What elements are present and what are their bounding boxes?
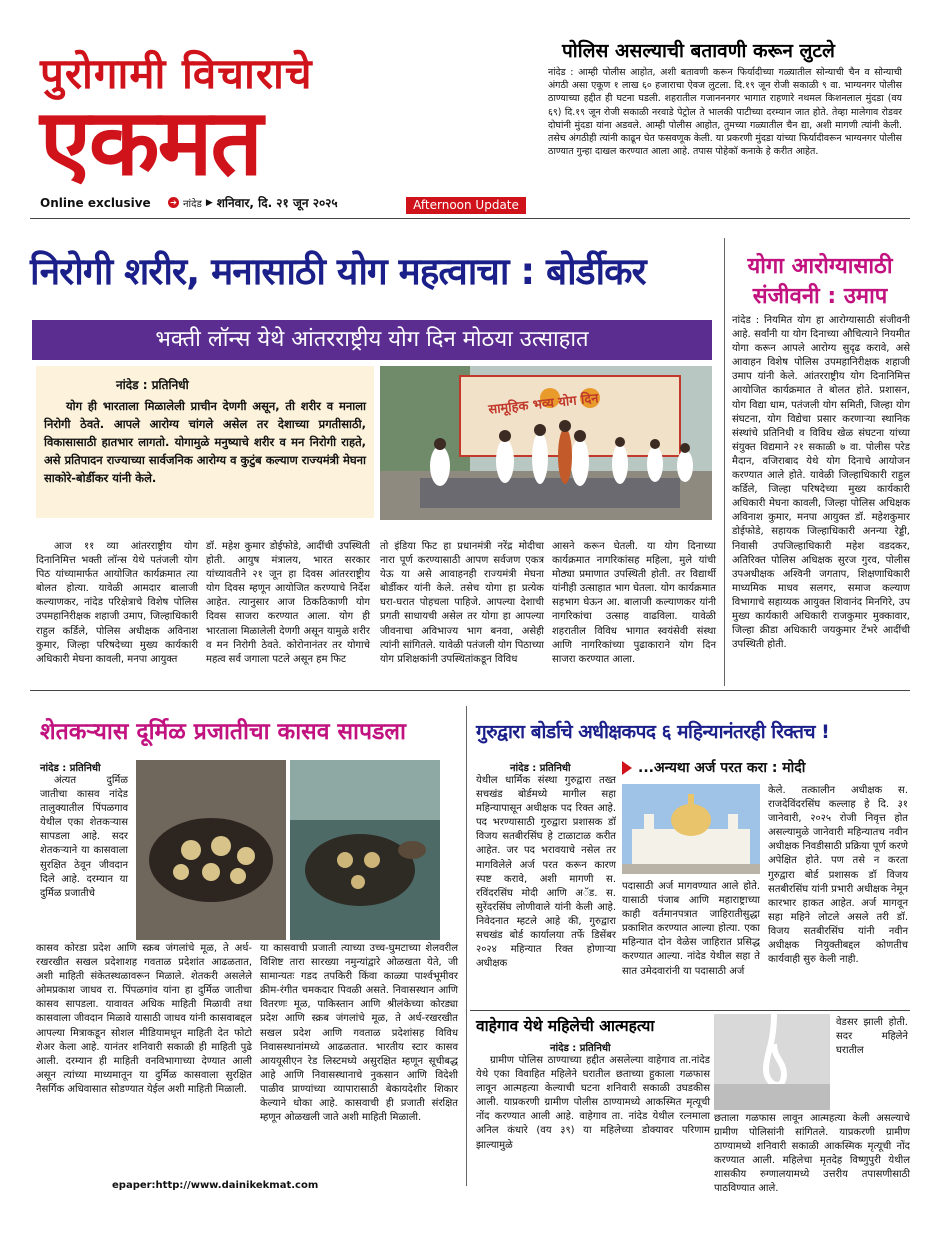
photo-banner-text: सामूहिक भव्य योग दिन <box>487 391 600 418</box>
yoga-event-photo <box>380 366 712 520</box>
masthead-title: एकमत <box>40 89 261 196</box>
divider <box>30 218 910 219</box>
gurudwara-headline: गुरुद्वारा बोर्डाचे अधीक्षकपद ६ महिन्यानंतरही रिक्तच ! <box>476 721 830 743</box>
divider <box>470 1010 910 1011</box>
masthead <box>0 0 560 220</box>
masthead-tagline: पुरोगामी विचाराचे <box>40 49 313 98</box>
gurudwara-subhead <box>622 758 902 777</box>
epaper-url[interactable]: epaper:http://www.dainikekmat.com <box>112 1180 319 1191</box>
lead-col-3: तो इंडिया फिट हा प्रधानमंत्री नरेंद्र मोदीचा नारा पूर्ण करण्यासाठी आपण सर्वजण एकत्र येऊ या असे आवाहनही राज्यमंत्री मेघना बोर्डीकर यांनी केले. तसेच योगा हा प्रत्येक घरा-घरात पोहचला पाहिजे. आपल्या देशाची प्रगती साधायची असेल तर योगा हा आपल्या जीवनाचा अविभाज्य भाग बनवा, असेही त्यांनी सांगितले. यावेळी पतंजली योग पिठाच्या योग प्रशिक्षकांनी उपस्थितांकडून विविध <box>380 541 544 665</box>
top-story-headline: पोलिस असल्याची बतावणी करून लुटले <box>562 40 835 62</box>
suicide-col-side: वेडसर झाली होती. सदर महिलेने घरातील <box>836 1017 908 1057</box>
gurudwara-subhead-text: ...अन्यथा अर्ज परत करा : मोदी <box>638 760 806 776</box>
rope-photo <box>714 1014 830 1110</box>
divider <box>30 690 910 691</box>
top-story-body: नांदेड : आम्ही पोलीस आहोत, अशी बतावणी करून फिर्यादीच्या गळ्यातील सोन्याची चैन व सोन्याची अंगठी असा एकूण १ लाख ६० हजाराचा ऐवज लुटला. दि.१९ जून रोजी सकाळी ९ वा. भाग्यनगर पोलीस ठाण्याच्या हद्दीत ही घटना घडली. शहरातील गजानननगर भागात राहणारे नथमल किशनलाल मुंदडा (वय ६९) दि.१९ जून रोजी सकाळी नरवाडे पेट्रोल ते भालकी पाटीच्या दरम्यान जात होते. तेव्हा मालेगाव रोडवर दोघांनी मुंदडा यांना अडवले. आम्ही पोलीस आहोत, तुमच्या गळ्यातील चैन द्या, अशी मागणी त्यांनी केली. तसेच अंगठीही त्यांनी काढून घेत फसवणूक केली. या प्रकरणी मुंदडा यांच्या फिर्यादीवरून भाग्यनगर पोलीस ठाण्यात गुन्हा दाखल करण्यात आला आहे. तपास पोहेकॉ कनाके हे करीत आहेत. <box>548 67 902 158</box>
gurudwara-col-2: पदासाठी अर्ज मागवण्यात आले होते. यासाठी पंजाब आणि महाराष्ट्राच्या काही वर्तमानपत्रात जाहिरातीसुद्धा प्रकाशित करण्यात आल्या होत्या. एका महिन्यात दोन वेळेस जाहिरात प्रसिद्ध करण्यात आल्या. नांदेड येथील सहा ते सात उमेदवारांनी या पदासाठी अर्ज <box>622 881 760 977</box>
lead-headline: निरोगी शरीर, मनासाठी योग महत्वाचा : बोर्डीकर <box>30 250 646 293</box>
lead-intro-box <box>36 366 374 518</box>
lead-subhead: भक्ती लॉन्स येथे आंतरराष्ट्रीय योग दिन मोठया उत्साहात <box>32 320 712 360</box>
gurudwara-col-1: येथील धार्मिक संस्था गुरुद्वारा तख्त सचखंड बोर्डमध्ये मागील सहा महिन्यापासून अधीक्षक पद रिक्त आहे. पद भरण्यासाठी गुरुद्वारा प्रशासक डॉ विजय सतबीरसिंघ हे टाळाटाळ करीत आहेत. जर पद भरावयाचे नसेल तर मागविलेले अर्ज परत करून कारण स्पष्ट करावे, अशी मागणी स. रविंदरसिंघ मोदी आणि अॅड. स. सुरेंदरसिंघ लोणीवाले यांनी केली आहे. निवेदनात म्हटले आहे की, गुरुद्वारा सचखंड बोर्ड कार्यालया तर्फे डिसेंबर २०२४ महिन्यात रिक्त होणाऱ्या अधीक्षक <box>476 775 616 970</box>
triangle-icon <box>622 761 632 775</box>
top-story <box>548 38 902 210</box>
lead-intro: योग ही भारताला मिळालेली प्राचीन देणगी असून, ती शरीर व मनाला निरोगी ठेवते. आपले आरोग्य चांगले असेल तर देशाच्या प्रगतीसाठी, विकासासाठी हातभार लागतो. योगामुळे मनुष्याचे शरीर व मन निरोगी राहते, असे प्रतिपादन राज्याच्या सार्वजनिक आरोग्य व कुटुंब कल्याण राज्यमंत्री मेघना साकोरे-बोर्डीकर यांनी केले. <box>44 399 366 485</box>
divider <box>724 238 725 686</box>
online-exclusive-label: Online exclusive <box>40 196 151 210</box>
lead-col-2: डॉ. महेश कुमार डोईफोडे, आदींची उपस्थिती होती. आयुष मंत्रालय, भारत सरकार यांच्यावतीने २१ जून हा दिवस आंतरराष्ट्रीय योग दिवस म्हणून आयोजित करण्याचे निर्देश आहेत. त्यानुसार आज ठिकठिकाणी योग दिवस साजरा करण्यात आला. योग ही भारताला मिळालेली देणगी असून यामुळे शरीर व मन निरोगी ठेवते. कोरोनानंतर तर योगाचे महत्व सर्व जगाला पटले असून हम फिट <box>206 541 370 665</box>
issue-date: शनिवार, दि. २१ जून २०२५ <box>216 196 338 210</box>
turtle-col-narrow: अंत्यत दुर्मिळ जातीचा कासव नांदेड तालुक्यातील पिंपळगाव येथील एका शेतकऱ्यास सापडला आहे. सदर शेतकऱ्याने या कासवाला सुरक्षित ठेवून जीवदान दिले आहे. दरम्यान या दुर्मिळ प्रजातीचे <box>40 775 128 899</box>
turtle-photo-1 <box>136 760 286 940</box>
turtle-dateline: नांदेड : प्रतिनिधी <box>40 763 101 774</box>
suicide-col-1: ग्रामीण पोलिस ठाण्याच्या हद्दीत असलेल्या वाहेगाव ता.नांदेड येथे एका विवाहित महिलेने घरातील छताच्या हुकाला गळफास लावून आत्महत्या केल्याची घटना शनिवारी सकाळी उघडकीस आली. याप्रकरणी ग्रामीण पोलीस ठाण्यामध्ये आकस्मित मृत्यूची नोंद करण्यात आली आहे. वाहेगाव ता. नांदेड येथील रत्नमाला अनिल कंधारे (वय ३९) या महिलेच्या डोक्यावर परिणाम झाल्यामुळे <box>476 1055 710 1151</box>
dateline-bar <box>168 194 338 211</box>
sidebar-headline-2: संजीवनी : उमाप <box>752 284 888 309</box>
turtle-col-2: या कासवाची प्रजाती त्याच्या उच्च-घुमटाच्या शेलवरील विशिष्ट तारा सारख्या नमुन्यांद्वारे ओळखता येते, जी सामान्यतः गडद तपकिरी किंवा काळ्या पार्श्वभूमीवर क्रीम-रंगीत चमकदार पिवळी असते. निवासस्थान आणि वितरणः मूळ, पाकिस्तान आणि श्रीलंकेच्या कोरड्या प्रदेश आणि स्क्रब जंगलांचे मूळ, ते अर्ध-रखरखीत सखल प्रदेश आणि गवताळ प्रदेशांसह विविध निवासस्थानांमध्ये आढळतात. भारतीय स्टार कासव आययूसीएन रेड लिस्टमध्ये असुरक्षित म्हणून सूचीबद्ध आहे आणि निवासस्थानाचे नुकसान आणि विदेशी पाळीव प्राण्यांच्या व्यापारासाठी बेकायदेशीर शिकार केल्याने धोका आहे. कासवाची ही प्रजाती संरक्षित म्हणून ओळखली जाते अशी माहिती मिळाली. <box>260 943 458 1124</box>
play-icon: ▶ <box>205 197 213 208</box>
lead-dateline: नांदेड : प्रतिनिधी <box>116 378 189 392</box>
city-label: नांदेड <box>183 198 202 210</box>
turtle-photo-2 <box>290 760 440 940</box>
suicide-col-2: छताला गळफास लावून आत्महत्या केली असल्याचे ग्रामीण पोलिसांनी सांगितले. याप्रकरणी ग्रामीण ठाण्यामध्ये शनिवारी सकाळी आकस्मिक मृत्यूची नोंद करण्यात आली. महिलेचा मृतदेह विष्णुपुरी येथील शासकीय रुग्णालयामध्ये उत्तरीय तपासणीसाठी पाठविण्यात आले. <box>714 1113 910 1195</box>
sidebar-headline-1: योगा आरोग्यासाठी <box>747 254 893 279</box>
gurudwara-illustration <box>622 784 760 874</box>
rope-illustration <box>714 1014 830 1110</box>
yoga-event-illustration <box>380 366 712 520</box>
gurudwara-photo <box>622 784 760 874</box>
afternoon-update-badge: Afternoon Update <box>406 197 526 214</box>
lead-col-4: आसने करून घेतली. या योग दिनाच्या कार्यक्रमात नागरिकांसह महिला, मुले यांची मोठ्या प्रमाणात उपस्थिती होती. तर विद्यार्थी यांनीही उत्साहात भाग घेतला. योग कार्यक्रमात सहभाग घेऊन आ. बालाजी कल्याणकर यांनी नागरिकांचा उत्साह वाढविला. यावेळी शहरातील विविध भागात स्वयंसेवी संस्था आणि नागरिकांच्या पुढाकाराने योग दिन साजरा करण्यात आला. <box>552 541 716 665</box>
turtle-shell-illustration <box>136 760 286 940</box>
turtle-col-1: कासव कोरडा प्रदेश आणि स्क्रब जंगलांचे मूळ, ते अर्ध-रखरखीत सखल प्रदेशाशह गवताळ प्रदेशांत आढळतात, अशी माहिती संकेतस्थळावरून मिळाले. शेतकरी असलेले ओमप्रकाश जाधव रा. पिंपळगांव यांना हा दुर्मिळ जातीचा कासव सापडला. यावावत अधिक माहिती मिळावी तथा कासवाला जीवदान मिळावे यासाठी जाधव यांनी कासवाबद्दल आपल्या मित्राकडून सोशल मीडियामधून माहिती देत फोटो शेअर केला आहे. यानंतर शनिवारी सकाळी ही माहिती पुढे आली. दरम्यान ही माहिती वनविभागाच्या देण्यात आली असून त्यांच्या माध्यमातून या दुर्मिळ कासवाला सुरक्षित नैसर्गिक अधिवासात सोडण्यात येईल अशी माहिती मिळाली. <box>36 943 252 1095</box>
lead-col-1: आज ११ व्या आंतरराष्ट्रीय योग दिनानिमित्त भक्ती लॉन्स येथे पतंजली योग पिठ यांच्यामार्फत आयोजित कार्यक्रमात त्या बोलत होत्या. यावेळी आमदार बालाजी कल्याणकर, नांदेड परिक्षेत्राचे विशेष पोलिस उपमहानिरीक्षक शहाजी उमाप, जिल्हाधिकारी राहुल कर्डिले, पोलिस अधीक्षक अविनाश कुमार, जिल्हा परिषदेच्या मुख्य कार्यकारी अधिकारी मेघना कावली, मनपा आयुक्त <box>36 541 198 665</box>
gurudwara-col-3: केले. तत्कालीन अधीक्षक स. राजदेविंदरसिंघ कल्लाह हे दि. ३१ जानेवारी, २०२५ रोजी निवृत्त होत असल्यामुळे जानेवारी महिन्यातच नवीन अधीक्षक निवडीसाठी प्रक्रिया पूर्ण करणे अपेक्षित होते. पण तसे न करता गुरुद्वारा बोर्ड प्रशासक डॉ विजय सतबीरसिंघ यांनी प्रभारी अधीक्षक नेमून कारभार हाकत आहेत. अर्ज मागवून सहा महिने लोटले असले तरी डॉ. विजय सतबीरसिंघ यांनी नवीन अधीक्षक नियुक्तीबद्दल कोणतीच कार्यवाही सुरु केली नाही. <box>768 785 908 966</box>
sidebar-body: नांदेड : नियमित योग हा आरोग्यासाठी संजीवनी आहे. सर्वांनी या योग दिनाच्या औचित्याने नियमीत योगा करून आपले आरोग्य सुदृढ करावे, असे आवाहन विशेष पोलिस उपमहानिरीक्षक शहाजी उमाप यांनी केले. आंतरराष्ट्रीय योग दिनानिमित्त आयोजित कार्यक्रमात ते बोलत होते. प्रशासन, योग विद्या धाम, पतंजली योग समिती, जिल्हा योग संघटना, योग विद्येचा प्रसार करणाऱ्या स्थानिक संस्थांचे प्रतिनिधी व विविध खेळ संघटना यांच्या संयुक्त विद्यमाने २१ सकाळी ७ वा. पोलीस परेड मैदान, वजिराबाद येथे योग दिनाचे आयोजन करण्यात आले होते. यावेळी जिल्हाधिकारी राहुल कर्डिले, जिल्हा परिषदेच्या मुख्य कार्यकारी अधिकारी मेघना कावली, जिल्हा पोलिस अधिक्षक अविनाश कुमार, मनपा आयुक्त डॉ. महेशकुमार डोईफोडे, सहायक जिल्हाधिकारी अनन्या रेड्डी, निवासी उपजिल्हाधिकारी महेश वडदकर, अतिरिक्त पोलिस अधिक्षक सुरज गुरव, पोलीस उपअधीक्षक अश्विनी जगताप, शिक्षणाधिकारी माध्यमिक माधव सलगर, समाज कल्याण विभागाचे सहाय्यक आयुक्त शिवानंद मिनगिरे, उप मुख्य कार्यकारी अधिकारी राजकुमार मुक्कावार, जिल्हा क्रीडा अधिकारी जयकुमार टेंभरे आदींची उपस्थिती होती. <box>732 315 910 651</box>
arrow-circle-icon: ➔ <box>168 197 179 208</box>
suicide-dateline: नांदेड : प्रतिनिधी <box>550 1043 611 1054</box>
turtle-water-illustration <box>290 760 440 940</box>
suicide-headline: वाहेगाव येथे महिलेची आत्महत्या <box>476 1017 655 1035</box>
gurudwara-dateline: नांदेड : प्रतिनिधी <box>510 763 571 774</box>
turtle-headline: शेतकऱ्यास दूर्मिळ प्रजातीचा कासव सापडला <box>40 719 406 745</box>
divider <box>466 706 467 1186</box>
